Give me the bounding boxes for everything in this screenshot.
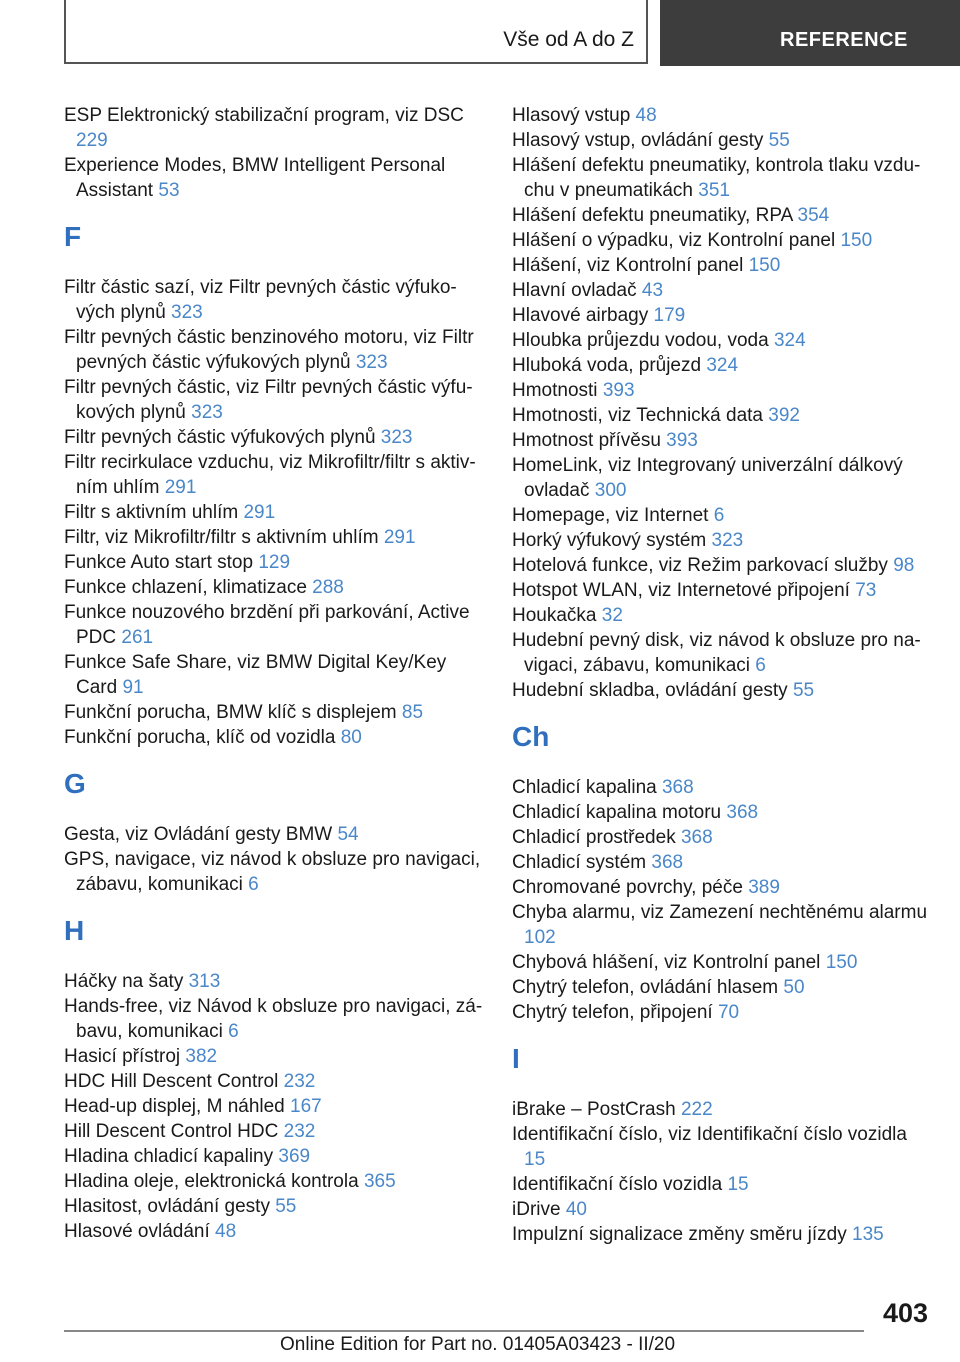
index-entry-text: iDrive [512,1199,566,1220]
index-entry-text: Houkačka [512,605,602,626]
index-page-link[interactable]: 229 [76,130,108,151]
index-page-link[interactable]: 55 [768,130,790,151]
index-entry [512,553,932,578]
index-entry [512,153,932,203]
index-entry [64,1194,484,1219]
index-page-link[interactable]: 393 [666,430,698,451]
index-page-link[interactable]: 300 [594,480,627,501]
index-page-link[interactable]: 40 [565,1199,587,1220]
index-page-link[interactable]: 6 [228,1021,239,1042]
index-entry-text: Hmotnosti, viz Technická data [512,405,769,426]
index-entry [512,628,932,678]
index-page-link[interactable]: 313 [188,971,221,992]
index-page-link[interactable]: 291 [383,527,416,548]
index-page-link[interactable]: 324 [773,330,806,351]
index-entry [512,678,932,703]
index-entry-text: Chladicí kapalina [512,777,662,798]
index-entry-text: Hmotnost přívěsu [512,430,667,451]
index-page-link[interactable]: 6 [248,874,259,895]
index-page-link[interactable]: 15 [727,1174,749,1195]
index-page-link[interactable]: 323 [191,402,223,423]
index-entry-text: Hmotnosti [512,380,603,401]
index-entry [512,1222,932,1247]
index-entry-text: Filtr pevných částic výfukových plynů [64,427,381,448]
header-section-title: Vše od A do Z [503,28,634,51]
index-entry-text: Hotspot WLAN, viz Internetové připojení [512,580,856,601]
index-entry [512,203,932,228]
index-page-link[interactable]: 6 [755,655,766,676]
index-entry-text: Háčky na šaty [64,971,189,992]
index-entry [512,503,932,528]
index-page-link[interactable]: 91 [122,677,144,698]
footer-divider [64,1330,864,1332]
footer-edition: Online Edition for Part no. 01405A03423 - II/20 [280,1334,676,1355]
index-entry [512,800,932,825]
index-page-link[interactable]: 32 [601,605,623,626]
index-entry-text: Experience Modes, BMW Intelligent Personal Assistant [64,155,446,201]
index-entry-text: Filtr recirkulace vzduchu, viz Mikrofiltr/filtr s aktivním uhlím [64,452,476,498]
index-page-link[interactable]: 351 [698,180,730,201]
index-page-link[interactable]: 15 [524,1149,546,1170]
index-page-link[interactable]: 389 [748,877,780,898]
index-entry-text: Chladicí prostředek [512,827,681,848]
index-entry [512,428,932,453]
index-entry [64,525,484,550]
index-entry-text: Hasicí přístroj [64,1046,186,1067]
index-entry [512,875,932,900]
index-page-link[interactable]: 232 [283,1121,316,1142]
index-entry-text: HomeLink, viz Integrovaný univerzální dálkový ovladač [512,455,903,501]
index-page-link[interactable]: 53 [158,180,180,201]
index-entry-text: Chytrý telefon, ovládání hlasem [512,977,784,998]
index-entry [64,500,484,525]
index-letter-heading: F [64,221,82,252]
index-page-link[interactable]: 368 [651,852,684,873]
index-page-link[interactable]: 291 [243,502,276,523]
index-entry [512,303,932,328]
index-entry [64,1069,484,1094]
index-page-link[interactable]: 323 [355,352,388,373]
index-entry [64,575,484,600]
index-entry [512,1000,932,1025]
index-entry [512,403,932,428]
index-entry-text: Hlasitost, ovládání gesty [64,1196,276,1217]
index-page-link[interactable]: 368 [726,802,759,823]
index-entry [64,550,484,575]
index-entry-text: Funkce nouzového brzdění při parkování, Active PDC [64,602,470,648]
index-entry-text: Homepage, viz Internet [512,505,714,526]
index-entry-text: Filtr s aktivním uhlím [64,502,244,523]
index-entry-text: Identifikační číslo, viz Identifikační číslo vozidla [512,1124,907,1145]
index-entry-text: HDC Hill Descent Control [64,1071,284,1092]
index-entry-text: Filtr pevných částic benzinového motoru, viz Filtr pevných částic výfukových plynů [64,327,474,373]
index-entry-text: Funkce chlazení, klimatizace [64,577,313,598]
index-entry-text: Hlasový vstup, ovládání gesty [512,130,769,151]
index-entry-text: Hlavové airbagy [512,305,654,326]
index-entry [512,128,932,153]
index-page-link[interactable]: 323 [380,427,413,448]
index-page-link[interactable]: 98 [893,555,915,576]
index-page-link[interactable]: 54 [337,824,359,845]
index-entry-text: Hladina oleje, elektronická kontrola [64,1171,364,1192]
index-page-link[interactable]: 369 [278,1146,311,1167]
index-entry-text: Chladicí systém [512,852,652,873]
index-page-link[interactable]: 382 [185,1046,218,1067]
index-entry [64,1119,484,1144]
index-entry-text: ESP Elektronický stabilizační program, viz DSC [64,105,464,126]
index-entry-text: GPS, navigace, viz návod k obsluze pro navigaci, zábavu, komunikaci [64,849,481,895]
index-entry [512,528,932,553]
index-page-link[interactable]: 50 [783,977,805,998]
index-entry-text: Horký výfukový systém [512,530,712,551]
index-entry [64,969,484,994]
index-entry [512,1122,932,1172]
index-page-link[interactable]: 135 [852,1224,884,1245]
index-entry [64,425,484,450]
index-page-link[interactable]: 222 [680,1099,713,1120]
index-entry-text: Filtr, viz Mikrofiltr/filtr s aktivním uhlím [64,527,384,548]
index-entry-text: Gesta, viz Ovládání gesty BMW [64,824,338,845]
index-page-link[interactable]: 323 [171,302,203,323]
index-entry-text: Funkce Auto start stop [64,552,259,573]
index-page-link[interactable]: 43 [641,280,664,301]
index-page-link[interactable]: 324 [706,355,739,376]
index-entry [64,847,484,897]
index-entry [64,650,484,700]
index-page-link[interactable]: 55 [792,680,815,701]
index-entry [64,994,484,1044]
index-entry-text: Hlášení o výpadku, viz Kontrolní panel [512,230,841,251]
index-letter-heading: H [64,915,85,946]
index-entry-text: Chladicí kapalina motoru [512,802,727,823]
index-entry-text: Hands-free, viz Návod k obsluze pro navigaci, zábavu, komunikaci [64,996,483,1042]
index-page-link[interactable]: 354 [797,205,830,226]
index-entry [512,228,932,253]
index-entry [64,1044,484,1069]
index-entry [512,1097,932,1122]
index-page-link[interactable]: 288 [312,577,344,598]
index-page-link[interactable]: 392 [768,405,800,426]
index-entry [512,900,932,950]
index-page-link[interactable]: 102 [524,927,556,948]
index-entry-text: Impulzní signalizace změny směru jízdy [512,1224,853,1245]
index-entry [64,1144,484,1169]
index-page-link[interactable]: 150 [748,255,781,276]
index-entry-text: Hotelová funkce, viz Režim parkovací služby [512,555,894,576]
index-entry [64,700,484,725]
index-entry-text: Chyba alarmu, viz Zamezení nechtěnému alarmu [512,902,928,923]
index-entry-text: Hlášení, viz Kontrolní panel [512,255,749,276]
index-entry-text: Chytrý telefon, připojení [512,1002,718,1023]
index-entry [512,825,932,850]
index-entry [512,1172,932,1197]
index-entry [512,950,932,975]
index-entry [64,600,484,650]
index-entry [64,153,484,203]
index-page-link[interactable]: 291 [164,477,197,498]
header-chapter-title: REFERENCE [780,29,908,51]
index-page-link[interactable]: 323 [711,530,744,551]
index-page-link[interactable]: 85 [401,702,424,723]
index-page-link[interactable]: 368 [680,827,713,848]
index-column-left [64,103,484,1244]
index-entry-text: Hlášení defektu pneumatiky, kontrola tlaku vzduchu v pneumatikách [512,155,921,201]
index-entry-text: Funkční porucha, klíč od vozidla [64,727,341,748]
index-entry [512,328,932,353]
index-page-link[interactable]: 261 [121,627,154,648]
index-entry [512,253,932,278]
index-entry [512,603,932,628]
index-page-link[interactable]: 129 [258,552,291,573]
index-entry-text: Hill Descent Control HDC [64,1121,284,1142]
index-page-link[interactable]: 150 [825,952,858,973]
index-entry-text: Funkce Safe Share, viz BMW Digital Key/Key Card [64,652,447,698]
index-entry [64,725,484,750]
index-entry-text: Funkční porucha, BMW klíč s displejem [64,702,402,723]
index-entry [512,1197,932,1222]
index-entry [512,103,932,128]
index-entry [64,103,484,153]
index-letter-heading: G [64,768,86,799]
index-entry [64,822,484,847]
index-page-link[interactable]: 80 [340,727,362,748]
index-entry [512,353,932,378]
index-entry [512,850,932,875]
index-entry-text: Hlášení defektu pneumatiky, RPA [512,205,798,226]
index-page-link[interactable]: 73 [855,580,877,601]
index-page-link[interactable]: 368 [661,777,694,798]
index-letter-heading: Ch [512,721,550,752]
index-entry [64,1094,484,1119]
index-page-link[interactable]: 167 [290,1096,322,1117]
index-entry-text: Hlasové ovládání [64,1221,216,1242]
index-entry [512,453,932,503]
index-page-link[interactable]: 232 [283,1071,316,1092]
index-page-link[interactable]: 6 [713,505,725,526]
index-entry [64,325,484,375]
index-entry [64,375,484,425]
index-entry [64,275,484,325]
index-entry-text: Chybová hlášení, viz Kontrolní panel [512,952,826,973]
index-entry-text: Identifikační číslo vozidla [512,1174,728,1195]
header-chapter-tab [660,0,960,66]
index-entry-text: Hladina chladicí kapaliny [64,1146,279,1167]
index-entry-text: Hloubka průjezdu vodou, voda [512,330,774,351]
index-entry [512,578,932,603]
index-page-link[interactable]: 70 [717,1002,740,1023]
index-entry-text: iBrake – PostCrash [512,1099,681,1120]
index-entry [64,450,484,500]
index-entry-text: Filtr pevných částic, viz Filtr pevných částic výfukových plynů [64,377,473,423]
index-entry [64,1169,484,1194]
header-section-tab [64,0,648,64]
index-page-link[interactable]: 48 [215,1221,237,1242]
index-page-link[interactable]: 393 [602,380,635,401]
index-page-link[interactable]: 179 [653,305,686,326]
page-number: 403 [882,1298,928,1328]
index-entry-text: Hluboká voda, průjezd [512,355,707,376]
index-column-right [512,103,932,1247]
index-entry-text: Hlavní ovladač [512,280,642,301]
index-page-link[interactable]: 365 [363,1171,396,1192]
index-entry [512,975,932,1000]
index-page-link[interactable]: 55 [275,1196,297,1217]
index-entry-text: Hudební pevný disk, viz návod k obsluze pro navigaci, zábavu, komunikaci [512,630,921,676]
index-entry [512,378,932,403]
index-entry-text: Filtr částic sazí, viz Filtr pevných částic výfukových plynů [64,277,457,323]
index-entry [512,278,932,303]
index-page-link[interactable]: 48 [635,105,657,126]
index-page-link[interactable]: 150 [840,230,873,251]
index-letter-heading: I [512,1043,520,1074]
index-entry [512,775,932,800]
index-entry-text: Hudební skladba, ovládání gesty [512,680,793,701]
index-entry-text: Hlasový vstup [512,105,636,126]
index-entry [64,1219,484,1244]
index-entry-text: Chromované povrchy, péče [512,877,749,898]
index-entry-text: Head-up displej, M náhled [64,1096,291,1117]
